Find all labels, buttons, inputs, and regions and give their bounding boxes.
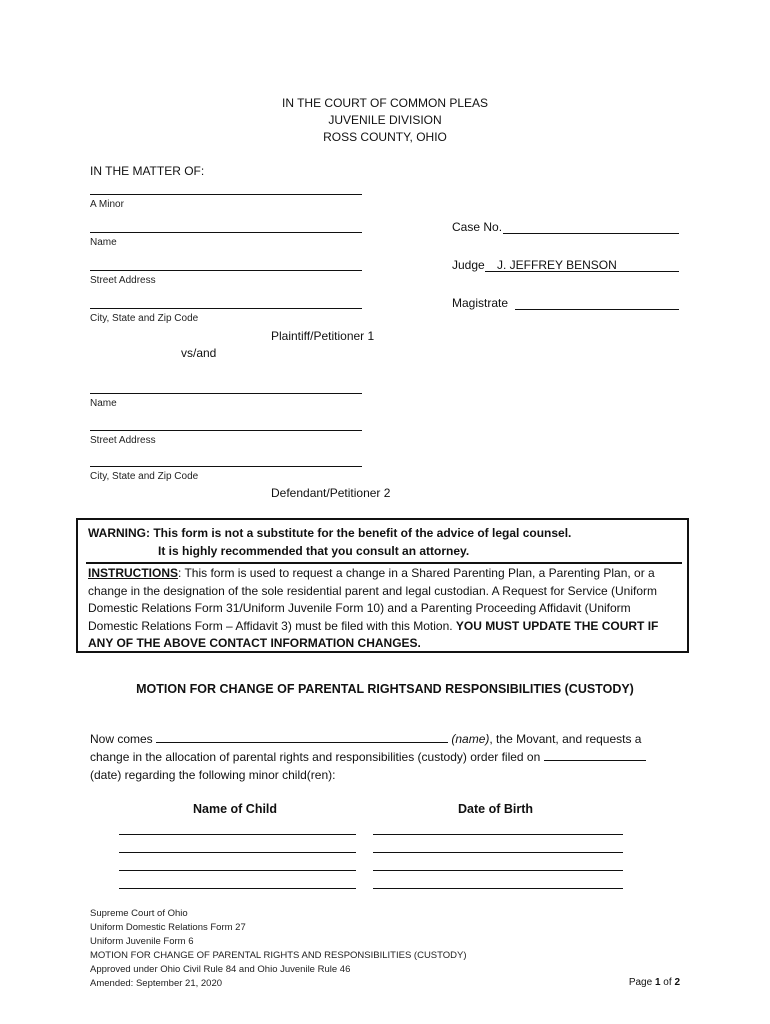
page-prefix: Page: [628, 977, 655, 988]
motion-title: MOTION FOR CHANGE OF PARENTAL RIGHTSAND RESPONSIBILITIES (CUSTODY): [136, 682, 634, 696]
movant-text: , the Movant, and requests a change in the allocation of parental rights and responsibilities (custody) order filed on: [90, 732, 642, 764]
page-middle: of: [660, 977, 675, 988]
page-total: 2: [674, 977, 680, 988]
page-current: 1: [654, 977, 661, 988]
child-dob-line[interactable]: [373, 888, 623, 889]
court-heading: [0, 95, 770, 146]
child-dob-line[interactable]: [373, 852, 623, 853]
footer-line2: Uniform Domestic Relations Form 27: [90, 922, 246, 933]
magistrate-label: Magistrate: [452, 296, 509, 310]
party1-city-label: City, State and Zip Code: [90, 313, 199, 324]
party1-street-label: Street Address: [90, 275, 156, 286]
matter-label: IN THE MATTER OF:: [90, 164, 205, 178]
motion-paragraph: [90, 730, 680, 784]
minor-name-line[interactable]: [90, 194, 362, 195]
vs-label: vs/and: [181, 346, 217, 360]
form-footer: [90, 907, 467, 991]
child-name-line[interactable]: [119, 888, 356, 889]
defendant-role: Defendant/Petitioner 2: [271, 486, 391, 500]
footer-line6: Amended: September 21, 2020: [90, 978, 223, 989]
party1-name-label: Name: [90, 237, 117, 248]
party1-name-line[interactable]: [90, 232, 362, 233]
instructions-label: INSTRUCTIONS: [88, 566, 178, 580]
case-no-label: Case No.: [452, 220, 503, 234]
judge-value: J. JEFFREY BENSON: [497, 258, 617, 272]
warning-separator: [86, 562, 682, 564]
party2-street-line[interactable]: [90, 430, 362, 431]
movant-name-field[interactable]: [156, 730, 448, 743]
party2-name-line[interactable]: [90, 393, 362, 394]
order-date-field[interactable]: [544, 748, 646, 761]
instructions-emphasis: YOU MUST UPDATE THE COURT IF ANY OF THE ABOVE CONTACT INFORMATION CHANGES.: [88, 618, 659, 650]
minor-label: A Minor: [90, 199, 124, 210]
case-no-field[interactable]: [503, 233, 679, 234]
party2-name-label: Name: [90, 398, 117, 409]
instructions-body: : This form is used to request a change in a Shared Parenting Plan, a Parenting Plan, or a change in the designation of the sole residential parent and legal custodian. A Request for Service (Uniform Domestic Relations Form 31/Uniform Juvenile Form 10) and a Parenting Proceeding Affidavit (Uniform Domestic Relations Form – Affidavit 3) must be filed with this Motion.: [88, 566, 658, 633]
child-name-line[interactable]: [119, 852, 356, 853]
date-text: (date) regarding the following minor child(ren):: [90, 768, 336, 782]
party1-city-line[interactable]: [90, 308, 362, 309]
judge-label: Judge: [452, 258, 485, 272]
footer-line5: Approved under Ohio Civil Rule 84 and Ohio Juvenile Rule 46: [90, 964, 351, 975]
child-name-line[interactable]: [119, 834, 356, 835]
warning-box: [76, 518, 689, 653]
child-dob-line[interactable]: [373, 870, 623, 871]
footer-line3: Uniform Juvenile Form 6: [90, 936, 194, 947]
footer-line1: Supreme Court of Ohio: [90, 908, 188, 919]
plaintiff-role: Plaintiff/Petitioner 1: [271, 329, 375, 343]
party2-city-line[interactable]: [90, 466, 362, 467]
child-name-line[interactable]: [119, 870, 356, 871]
name-hint: (name): [451, 732, 490, 746]
instructions-text: [88, 565, 683, 653]
court-heading-line3: ROSS COUNTY, OHIO: [323, 130, 447, 144]
party1-street-line[interactable]: [90, 270, 362, 271]
magistrate-field[interactable]: [515, 309, 679, 310]
page-number: [629, 977, 680, 988]
court-heading-line1: IN THE COURT OF COMMON PLEAS: [281, 96, 489, 110]
court-heading-line2: JUVENILE DIVISION: [328, 113, 442, 127]
date-of-birth-header: Date of Birth: [458, 802, 533, 816]
warning-line2: It is highly recommended that you consult an attorney.: [158, 544, 470, 558]
name-of-child-header: Name of Child: [193, 802, 278, 816]
child-dob-line[interactable]: [373, 834, 623, 835]
warning-line1: WARNING: This form is not a substitute for the benefit of the advice of legal counsel.: [88, 526, 572, 540]
party2-city-label: City, State and Zip Code: [90, 471, 199, 482]
now-comes-text: Now comes: [90, 732, 153, 746]
footer-line4: MOTION FOR CHANGE OF PARENTAL RIGHTS AND RESPONSIBILITIES (CUSTODY): [90, 950, 467, 961]
party2-street-label: Street Address: [90, 435, 156, 446]
